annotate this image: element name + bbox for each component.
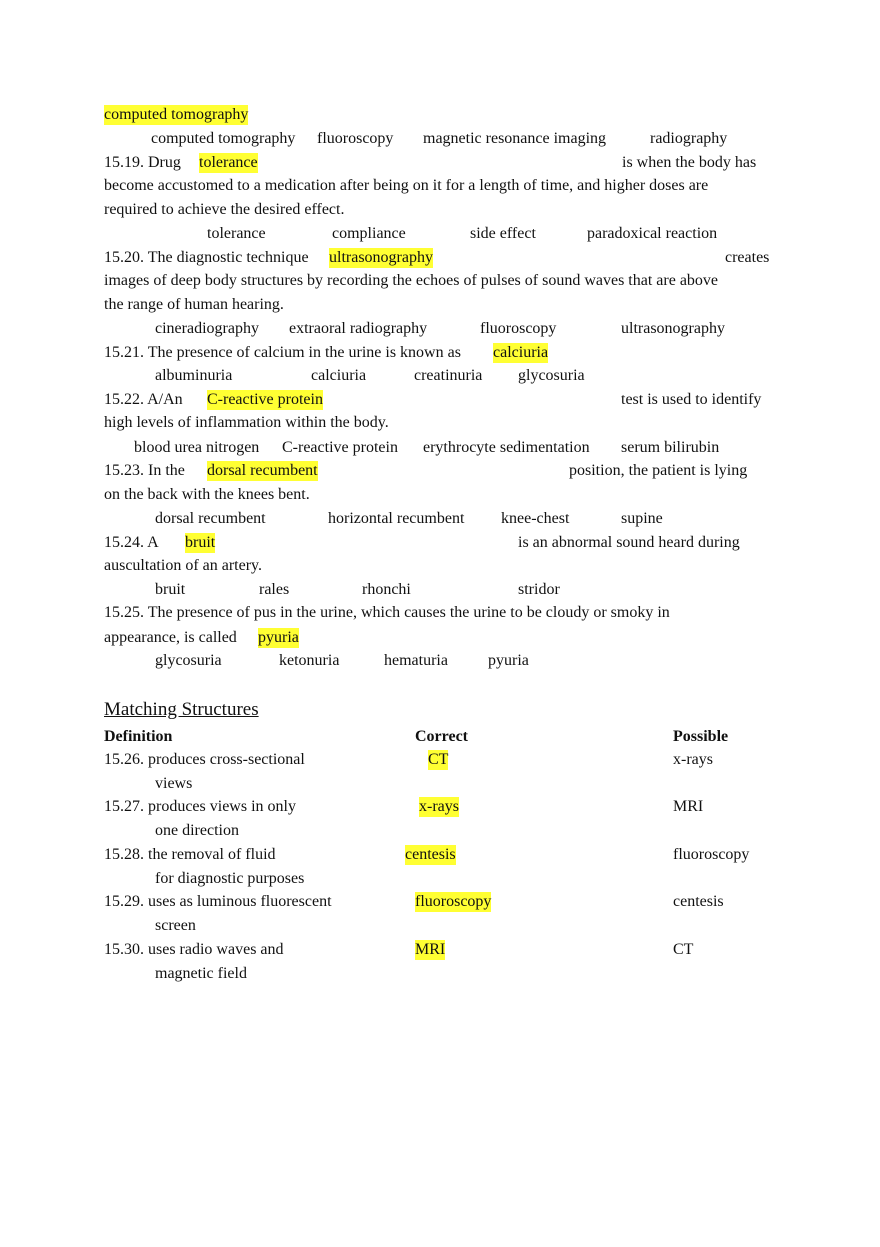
matching-possible: centesis xyxy=(673,893,724,910)
option-q22-1: blood urea nitrogen xyxy=(134,439,260,456)
option-q22-4: serum bilirubin xyxy=(621,439,720,456)
option-q24-1: bruit xyxy=(155,581,186,598)
option-q19-2: compliance xyxy=(332,225,406,242)
question-q21-prefix: 15.21. The presence of calcium in the urine is known as xyxy=(104,344,461,361)
option-q24-2: rales xyxy=(259,581,290,598)
option-q20-2: extraoral radiography xyxy=(289,320,428,337)
option-q19-3: side effect xyxy=(470,225,536,242)
option-q23-4: supine xyxy=(621,510,663,527)
question-q22-line2: high levels of inflammation within the body. xyxy=(104,414,389,431)
matching-definition-line1: 15.27. produces views in only xyxy=(104,798,296,815)
option-q18-1: computed tomography xyxy=(151,130,296,147)
option-q25-2: ketonuria xyxy=(279,652,340,669)
matching-possible: x-rays xyxy=(673,751,713,768)
matching-correct: CT xyxy=(428,751,449,768)
option-q19-4: paradoxical reaction xyxy=(587,225,718,242)
matching-definition-line2: for diagnostic purposes xyxy=(155,870,305,887)
matching-correct: fluoroscopy xyxy=(415,893,492,910)
question-q22-prefix: 15.22. A/An xyxy=(104,391,183,408)
answer-q22: C-reactive protein xyxy=(207,391,323,408)
question-q20-suffix: creates xyxy=(725,249,770,266)
matching-possible: CT xyxy=(673,941,694,958)
option-q21-2: calciuria xyxy=(311,367,367,384)
question-q24-prefix: 15.24. A xyxy=(104,534,159,551)
matching-definition-line2: screen xyxy=(155,917,196,934)
answer-q21: calciuria xyxy=(493,344,549,361)
matching-possible: fluoroscopy xyxy=(673,846,750,863)
question-q25-line1: 15.25. The presence of pus in the urine, which causes the urine to be cloudy or smoky in xyxy=(104,604,670,621)
answer-q19: tolerance xyxy=(199,154,258,171)
question-q19-prefix: 15.19. Drug xyxy=(104,154,181,171)
option-q18-4: radiography xyxy=(650,130,728,147)
matching-possible: MRI xyxy=(673,798,704,815)
matching-correct: centesis xyxy=(405,846,456,863)
option-q22-2: C-reactive protein xyxy=(282,439,398,456)
option-q20-4: ultrasonography xyxy=(621,320,725,337)
matching-definition-line2: views xyxy=(155,775,193,792)
header-definition: Definition xyxy=(104,728,173,745)
question-q19-suffix: is when the body has xyxy=(622,154,757,171)
option-q23-2: horizontal recumbent xyxy=(328,510,465,527)
question-q20-prefix: 15.20. The diagnostic technique xyxy=(104,249,309,266)
option-q18-2: fluoroscopy xyxy=(317,130,394,147)
matching-definition-line2: magnetic field xyxy=(155,965,247,982)
matching-definition-line2: one direction xyxy=(155,822,239,839)
question-q23-suffix: position, the patient is lying xyxy=(569,462,748,479)
option-q25-1: glycosuria xyxy=(155,652,222,669)
option-q19-1: tolerance xyxy=(207,225,266,242)
matching-definition-line1: 15.28. the removal of fluid xyxy=(104,846,276,863)
option-q18-3: magnetic resonance imaging xyxy=(423,130,607,147)
option-q22-3: erythrocyte sedimentation xyxy=(423,439,590,456)
matching-correct: MRI xyxy=(415,941,446,958)
answer-q25: pyuria xyxy=(258,629,299,646)
option-q23-3: knee-chest xyxy=(501,510,570,527)
answer-q20: ultrasonography xyxy=(329,249,433,266)
option-q21-1: albuminuria xyxy=(155,367,233,384)
question-q19-line3: required to achieve the desired effect. xyxy=(104,201,345,218)
question-q25-prefix: appearance, is called xyxy=(104,629,237,646)
option-q20-3: fluoroscopy xyxy=(480,320,557,337)
matching-definition-line1: 15.26. produces cross-sectional xyxy=(104,751,305,768)
option-q25-4: pyuria xyxy=(488,652,529,669)
question-q23-prefix: 15.23. In the xyxy=(104,462,185,479)
question-q19-line2: become accustomed to a medication after being on it for a length of time, and higher doses are xyxy=(104,177,709,194)
section-title-matching: Matching Structures xyxy=(104,699,259,720)
option-q23-1: dorsal recumbent xyxy=(155,510,266,527)
matching-definition-line1: 15.30. uses radio waves and xyxy=(104,941,284,958)
option-q21-4: glycosuria xyxy=(518,367,585,384)
option-q25-3: hematuria xyxy=(384,652,448,669)
option-q24-3: rhonchi xyxy=(362,581,411,598)
option-q20-1: cineradiography xyxy=(155,320,259,337)
answer-q24: bruit xyxy=(185,534,216,551)
header-possible: Possible xyxy=(673,728,729,745)
header-correct: Correct xyxy=(415,728,468,745)
question-q24-suffix: is an abnormal sound heard during xyxy=(518,534,740,551)
option-q21-3: creatinuria xyxy=(414,367,483,384)
question-q20-line3: the range of human hearing. xyxy=(104,296,284,313)
answer-q23: dorsal recumbent xyxy=(207,462,318,479)
question-q24-line2: auscultation of an artery. xyxy=(104,557,263,574)
question-q23-line2: on the back with the knees bent. xyxy=(104,486,310,503)
question-q20-line2: images of deep body structures by recording the echoes of pulses of sound waves that are above xyxy=(104,272,719,289)
question-q22-suffix: test is used to identify xyxy=(621,391,762,408)
matching-definition-line1: 15.29. uses as luminous fluorescent xyxy=(104,893,332,910)
answer-q18: computed tomography xyxy=(104,106,249,123)
option-q24-4: stridor xyxy=(518,581,560,598)
matching-correct: x-rays xyxy=(419,798,459,815)
